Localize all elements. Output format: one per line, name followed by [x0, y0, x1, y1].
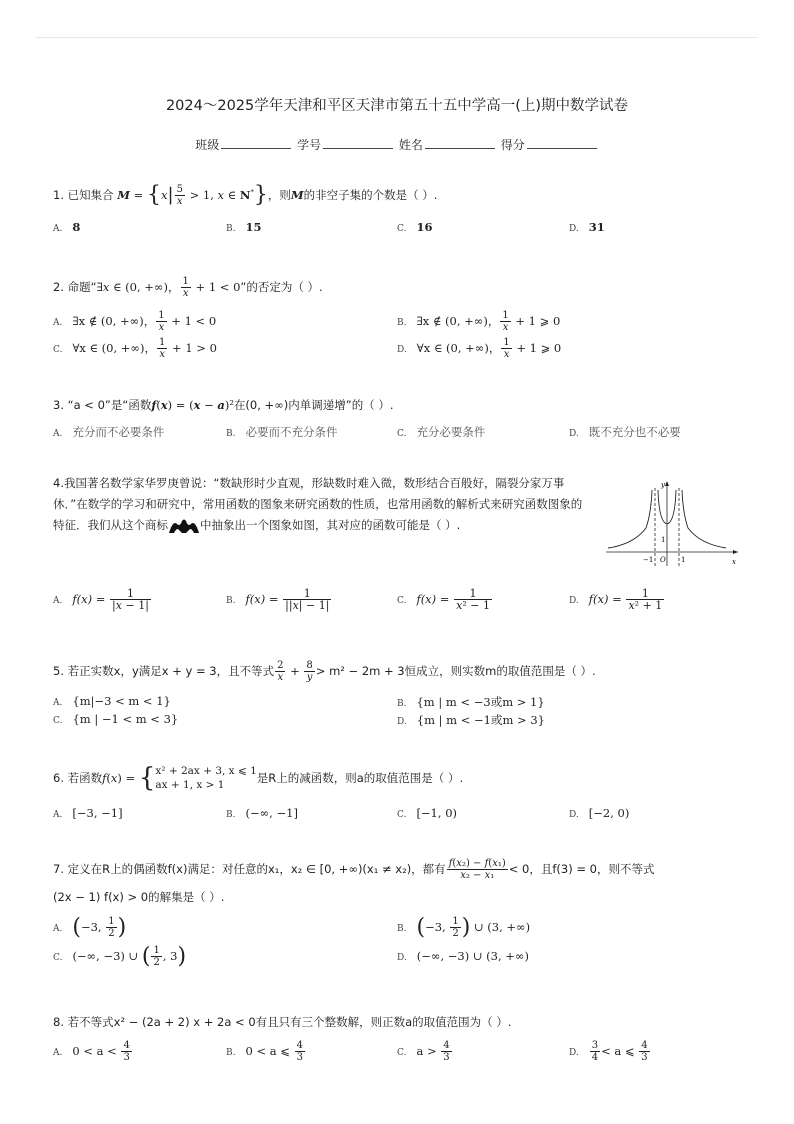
question-stem: 若正实数x，y满足x + y = 3，且不等式 — [67, 664, 275, 678]
math-expr: M — [117, 188, 131, 202]
question-number: 6. — [53, 771, 64, 785]
page-title: 2024～2025学年天津和平区天津市第五十五中学高一(上)期中数学试卷 — [165, 98, 629, 114]
option-letter: B. — [226, 810, 236, 820]
option-letter: D. — [397, 345, 407, 355]
option-text: f(x) = — [245, 592, 283, 606]
option-text: (−∞, −1] — [245, 806, 298, 820]
question-stem: 定义在R上的偶函数f(x)满足：对任意的x₁，x₂ ∈ [0, +∞)(x₁ ≠ x₂)，都有 — [67, 862, 446, 876]
option-8c[interactable]: C. a > $\frac{4}{3}$ — [397, 1040, 450, 1063]
question-number: 5. — [53, 664, 64, 678]
option-letter: A. — [53, 698, 63, 708]
option-letter: B. — [397, 699, 407, 709]
piece-1: x² + 2ax + 3, x ⩽ 1 — [155, 765, 257, 777]
option-5a[interactable] — [53, 694, 171, 708]
option-text: a > — [416, 1044, 441, 1058]
question-stem-post: ”的否定为（ ）. — [240, 280, 323, 294]
y-label: y — [661, 481, 665, 489]
student-info-row — [0, 136, 794, 153]
question-1: 1. 已知集合 M = {x| $\frac{5}{x}$ > 1, x ∈ N*}，则M的非空子集的个数是（ ）. — [53, 182, 438, 208]
option-7b[interactable]: B. (−3, $\frac{1}{2}$ ) ∪ (3, +∞) — [397, 915, 531, 940]
option-letter: D. — [569, 429, 579, 439]
name-blank[interactable] — [425, 137, 495, 149]
info-label-class: 班级 — [195, 138, 220, 152]
option-text: {m | −1 < m < 3} — [72, 712, 179, 726]
question-stem: 已知集合 — [67, 188, 114, 202]
question-number: 2. — [53, 280, 64, 294]
question-stem: 若函数 — [67, 771, 103, 785]
option-text: 31 — [588, 220, 605, 234]
score-blank[interactable] — [527, 137, 597, 149]
option-6a[interactable] — [53, 806, 123, 820]
question-stem-post: < 0，且f(3) = 0，则不等式 — [508, 862, 655, 876]
option-text: ∃x ∉ (0, +∞)， — [416, 314, 500, 328]
option-text: [−3, −1] — [72, 806, 123, 820]
question-4 — [53, 473, 583, 536]
option-5b[interactable] — [397, 694, 545, 710]
option-7d[interactable] — [397, 949, 529, 963]
option-letter: B. — [397, 924, 407, 934]
option-8d[interactable]: D. $\frac{3}{4}$ < a ⩽ $\frac{4}{3}$ — [569, 1040, 648, 1063]
option-5c[interactable] — [53, 712, 178, 726]
option-3a[interactable] — [53, 424, 164, 440]
y-axis-arrow-icon — [665, 481, 669, 486]
origin-label: O — [660, 556, 666, 564]
option-text: {m | m < −1或m > 3} — [416, 713, 545, 727]
info-label-name: 姓名 — [398, 138, 423, 152]
option-text: [−2, 0) — [588, 806, 630, 820]
option-text: {m | m < −3或m > 1} — [416, 695, 545, 709]
option-2b[interactable]: B. ∃x ∉ (0, +∞)， $\frac{1}{x}$ + 1 ⩾ 0 — [397, 310, 561, 333]
y-one-label: 1 — [661, 536, 666, 544]
question-stem: 命题“ — [67, 280, 97, 294]
option-8b[interactable]: B. 0 < a ⩽ $\frac{4}{3}$ — [226, 1040, 303, 1063]
option-6c[interactable] — [397, 806, 457, 820]
pos-one-label: 1 — [681, 556, 686, 564]
option-letter: C. — [53, 345, 63, 355]
question-stem-post: 是R上的减函数，则a的取值范围是（ ）. — [256, 771, 464, 785]
option-3b[interactable] — [226, 424, 337, 440]
question-stem-post: 在(0, +∞)内单调递增”的（ ）. — [233, 398, 394, 412]
function-graph — [604, 478, 740, 568]
option-letter: A. — [53, 429, 63, 439]
question-2: 2. 命题“∃x ∈ (0, +∞)， $\frac{1}{x}$ + 1 < 0”的否定为（ ）. — [53, 276, 323, 299]
option-letter: A. — [53, 318, 63, 328]
option-text: ∃x ∉ (0, +∞)， — [72, 314, 156, 328]
question-6: 6. 若函数f(x) = { x² + 2ax + 3, x ⩽ 1 ax + 1, x > 1 是R上的减函数，则a的取值范围是（ ）. — [53, 763, 464, 793]
option-letter: D. — [569, 596, 579, 606]
option-letter: C. — [397, 429, 407, 439]
option-text: f(x) = — [588, 592, 626, 606]
option-text: 15 — [245, 220, 262, 234]
option-4b[interactable]: B. f(x) = $\frac{1}{||x| - 1|}$ — [226, 587, 330, 612]
piecewise-cases — [155, 764, 256, 792]
option-text: 充分而不必要条件 — [72, 425, 165, 439]
question-stem-line2: (2x − 1) f(x) > 0的解集是（ ）. — [53, 890, 225, 904]
option-7c[interactable]: C. (−∞, −3) ∪ ( $\frac{1}{2}$ , 3) — [53, 944, 187, 969]
question-5: 5. 若正实数x，y满足x + y = 3，且不等式 $\frac{2}{x}$ + $\frac{8}{y}$ > m² − 2m + 3恒成立，则实数m的取值范围是（ ）. — [53, 660, 596, 683]
option-text: f(x) = — [416, 592, 454, 606]
option-letter: B. — [226, 1048, 236, 1058]
option-text: ∀x ∈ (0, +∞)， — [72, 341, 157, 355]
option-text: f(x) = — [72, 592, 110, 606]
option-letter: D. — [569, 224, 579, 234]
option-4d[interactable]: D. f(x) = $\frac{1}{\text{x² + 1}}$ — [569, 587, 663, 612]
option-text: [−1, 0) — [416, 806, 457, 820]
option-letter: A. — [53, 224, 63, 234]
option-letter: B. — [226, 429, 236, 439]
option-text: 0 < a ⩽ — [245, 1044, 294, 1058]
option-text: (−∞, −3) ∪ — [72, 949, 142, 963]
option-letter: C. — [397, 224, 407, 234]
option-6d[interactable] — [569, 806, 629, 820]
option-1c[interactable] — [397, 220, 432, 234]
option-letter: B. — [226, 596, 236, 606]
option-letter: D. — [397, 953, 407, 963]
question-stem: 若不等式x² − (2a + 2) x + 2a < 0有且只有三个整数解，则正数a的取值范围为（ ）. — [67, 1015, 512, 1029]
kappa-logo-icon — [168, 518, 200, 534]
option-8a[interactable]: A. 0 < a < $\frac{4}{3}$ — [53, 1040, 130, 1063]
fraction: $\frac{5}{x}$ — [176, 184, 183, 207]
piece-2: ax + 1, x > 1 — [155, 779, 225, 791]
option-text: 必要而不充分条件 — [245, 425, 338, 439]
option-3d[interactable] — [569, 424, 681, 440]
id-blank[interactable] — [323, 137, 393, 149]
question-3: 3. “a < 0”是“函数f(x) = (x − a)²在(0, +∞)内单调递增”的（ ）. — [53, 398, 394, 412]
option-3c[interactable] — [397, 424, 485, 440]
option-letter: C. — [53, 953, 63, 963]
info-label-score: 得分 — [500, 138, 525, 152]
question-stem: “a < 0”是“函数 — [67, 398, 152, 412]
option-letter: C. — [397, 1048, 407, 1058]
option-5d[interactable] — [397, 712, 545, 728]
option-7a[interactable]: A. (−3, $\frac{1}{2}$ ) — [53, 915, 127, 940]
neg-one-label: −1 — [643, 556, 654, 564]
option-text: 既不充分也不必要 — [588, 425, 681, 439]
question-number: 4. — [53, 476, 64, 490]
question-stem: 我国著名数学家华罗庚曾说：“数缺形时少直观，形缺数时难入微，数形结合百般好，隔裂分家万事休．”在数学的学习和研究中，常用函数的图象来研究函数的性质，也常用函数的解析式来研究函数图象的特征．我们从这个商标 — [53, 476, 583, 532]
header-divider — [36, 37, 758, 38]
option-text: ∀x ∈ (0, +∞)， — [416, 341, 501, 355]
option-4c[interactable]: C. f(x) = $\frac{1}{\text{x² − 1}}$ — [397, 587, 490, 612]
option-2a[interactable]: A. ∃x ∉ (0, +∞)， $\frac{1}{x}$ + 1 < 0 — [53, 310, 217, 333]
option-letter: A. — [53, 924, 63, 934]
option-letter: A. — [53, 810, 63, 820]
option-letter: A. — [53, 1048, 63, 1058]
option-letter: D. — [397, 717, 407, 727]
option-text: 8 — [72, 220, 81, 234]
option-letter: C. — [397, 596, 407, 606]
option-letter: B. — [226, 224, 236, 234]
question-number: 3. — [53, 398, 64, 412]
option-2d[interactable]: D. ∀x ∈ (0, +∞)， $\frac{1}{x}$ + 1 ⩾ 0 — [397, 337, 562, 360]
option-text: 0 < a < — [72, 1044, 121, 1058]
option-6b[interactable] — [226, 806, 298, 820]
option-1d[interactable] — [569, 220, 605, 234]
option-1a[interactable] — [53, 220, 80, 234]
option-letter: B. — [397, 318, 407, 328]
option-2c[interactable]: C. ∀x ∈ (0, +∞)， $\frac{1}{x}$ + 1 > 0 — [53, 337, 217, 360]
x-axis-arrow-icon — [733, 550, 738, 554]
question-8 — [53, 1014, 512, 1030]
option-letter: D. — [569, 1048, 579, 1058]
question-number: 8. — [53, 1015, 64, 1029]
option-1b[interactable] — [226, 220, 262, 234]
option-letter: C. — [53, 716, 63, 726]
class-blank[interactable] — [221, 137, 291, 149]
option-letter: D. — [569, 810, 579, 820]
option-text: 16 — [416, 220, 433, 234]
question-7-line2 — [53, 889, 224, 905]
x-label: x — [732, 558, 736, 566]
question-stem-post: ，则 — [267, 188, 291, 202]
question-7: 7. 定义在R上的偶函数f(x)满足：对任意的x₁，x₂ ∈ [0, +∞)(x₁ ≠ x₂)，都有 $\frac{\text{f(x₂) − f(x₁)}}{\text{x₂ − x₁}}$ < 0，且f(3) = 0，则不等式 — [53, 858, 655, 881]
option-letter: C. — [397, 810, 407, 820]
question-number: 7. — [53, 862, 64, 876]
left-branch — [608, 490, 652, 548]
option-text: {m|−3 < m < 1} — [72, 694, 171, 708]
option-4a[interactable]: A. f(x) = $\frac{1}{|x - 1|}$ — [53, 587, 149, 612]
question-stem-post: > m² − 2m + 3恒成立，则实数m的取值范围是（ ）. — [315, 664, 596, 678]
info-label-id: 学号 — [297, 138, 322, 152]
option-letter: A. — [53, 596, 63, 606]
question-stem-end: 的非空子集的个数是（ ）. — [303, 188, 438, 202]
option-text: 充分必要条件 — [416, 425, 486, 439]
question-number: 1. — [53, 188, 64, 202]
option-text: < a ⩽ — [601, 1044, 639, 1058]
question-stem-post: 中抽象出一个图象如图，其对应的函数可能是（ ）. — [200, 518, 461, 532]
right-branch — [682, 490, 726, 548]
option-text: (−∞, −3) ∪ (3, +∞) — [416, 949, 529, 963]
